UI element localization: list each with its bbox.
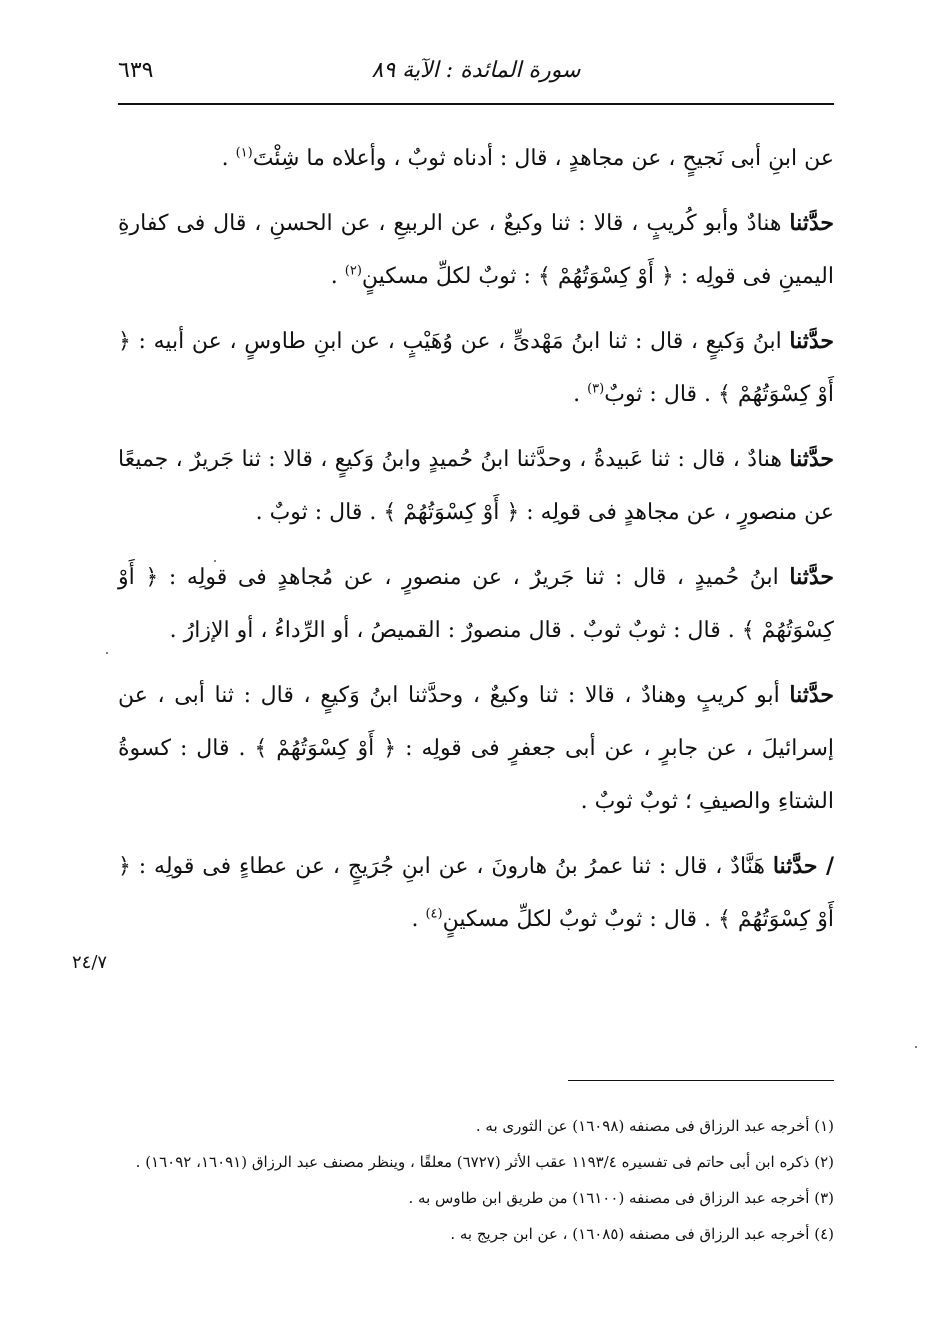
running-header	[118, 52, 834, 102]
paragraph-end: .	[573, 382, 588, 407]
paragraph	[118, 197, 834, 303]
main-text	[118, 132, 834, 958]
paragraph-end: .	[330, 264, 345, 289]
paragraph-end: .	[411, 907, 426, 932]
paragraph-text: هنادٌ ، قال : ثنا عَبيدةُ ، وحدَّثنا ابنُ حُميدٍ وابنُ وَكيعٍ ، قالا : ثنا جَريرٌ ، جميعًا عن منصورٍ ، عن مجاهدٍ فى قولِه : ﴿ أَوْ كِسْوَتُهُمْ ﴾ . قال : ثوبٌ .	[118, 447, 834, 525]
paragraph	[118, 433, 834, 539]
paragraph-lead: حدَّثنا	[789, 682, 834, 708]
footnote-ref: (١)	[235, 145, 253, 161]
paragraph-lead: حدَّثنا	[789, 446, 834, 472]
footnote: (٢) ذكره ابن أبى حاتم فى تفسيره ١١٩٣/٤ عقب الأثر (٦٧٢٧) معلقًا ، وينظر مصنف عبد الرزاق (١٦٠٩١، ١٦٠٩٢) .	[135, 1153, 834, 1171]
footnote-rule	[568, 1080, 834, 1081]
paragraph	[118, 315, 834, 421]
paragraph	[118, 669, 834, 828]
paragraph-lead: / حدَّثنا	[772, 853, 834, 879]
paragraph-text: أبو كريبٍ وهنادٌ ، قالا : ثنا وكيعٌ ، وحدَّثنا ابنُ وَكيعٍ ، قال : ثنا أبى ، عن إسرائيلَ ، عن جابرٍ ، عن أبى جعفرٍ فى قولِه : ﴿ أَوْ كِسْوَتُهُمْ ﴾ . قال : كسوةُ الشتاءِ والصيفِ ؛ ثوبٌ ثوبٌ .	[118, 683, 834, 814]
footnote-ref: (٢)	[344, 263, 362, 279]
paragraph-lead: حدَّثنا	[789, 328, 834, 354]
scan-speck	[915, 1046, 917, 1048]
paragraph	[118, 551, 834, 657]
paragraph-text: هنادٌ وأبو كُريبٍ ، قالا : ثنا وكيعٌ ، عن الربيعِ ، عن الحسنِ ، قال فى كفارةِ اليمينِ فى قولِه : ﴿ أَوْ كِسْوَتُهُمْ ﴾ : ثوبٌ لكلِّ مسكينٍ	[118, 211, 834, 289]
footnote: (١) أخرجه عبد الرزاق فى مصنفه (١٦٠٩٨) عن الثورى به .	[475, 1117, 834, 1135]
paragraph-lead: حدَّثنا	[789, 564, 834, 590]
paragraph-text: ابنُ وَكيعٍ ، قال : ثنا ابنُ مَهْدىٍّ ، عن وُهَيْبٍ ، عن ابنِ طاوسٍ ، عن أبيه : ﴿ أَوْ كِسْوَتُهُمْ ﴾ . قال : ثوبٌ	[118, 329, 834, 407]
header-rule	[118, 103, 834, 105]
footnote-ref: (٤)	[425, 906, 443, 922]
footnotes	[118, 1110, 834, 1254]
paragraph-text: عن ابنِ أبى نَجيحٍ ، عن مجاهدٍ ، قال : أدناه ثوبٌ ، وأعلاه ما شِئْتَ	[252, 146, 834, 171]
paragraph-end: .	[221, 146, 236, 171]
paragraph-text: ابنُ حُميدٍ ، قال : ثنا جَريرٌ ، عن منصورٍ ، عن مُجاهدٍ فى قولِه : ﴿ أَوْ كِسْوَتُهُمْ ﴾ . قال : ثوبٌ ثوبٌ . قال منصورٌ : القميصُ ، أو الرِّداءُ ، أو الإزارُ .	[118, 565, 834, 643]
margin-note: ٢٤/٧	[72, 952, 108, 973]
footnote-ref: (٣)	[587, 381, 605, 397]
footnote: (٤) أخرجه عبد الرزاق فى مصنفه (١٦٠٨٥) ، عن ابن جريج به .	[450, 1225, 834, 1243]
paragraph	[118, 132, 834, 185]
scan-speck	[106, 652, 108, 654]
paragraph-text: هَنَّادٌ ، قال : ثنا عمرُ بنُ هارونَ ، عن ابنِ جُرَيجٍ ، عن عطاءٍ فى قولِه : ﴿ أَوْ كِسْوَتُهُمْ ﴾ . قال : ثوبٌ ثوبٌ لكلِّ مسكينٍ	[118, 854, 834, 932]
paragraph	[118, 840, 834, 946]
header-title: سورة المائدة : الآية ٨٩	[371, 58, 581, 83]
scan-speck	[214, 560, 216, 562]
footnote: (٣) أخرجه عبد الرزاق فى مصنفه (١٦١٠٠) من طريق ابن طاوس به .	[408, 1189, 834, 1207]
paragraph-lead: حدَّثنا	[789, 210, 834, 236]
page-number: ٦٣٩	[118, 58, 154, 83]
